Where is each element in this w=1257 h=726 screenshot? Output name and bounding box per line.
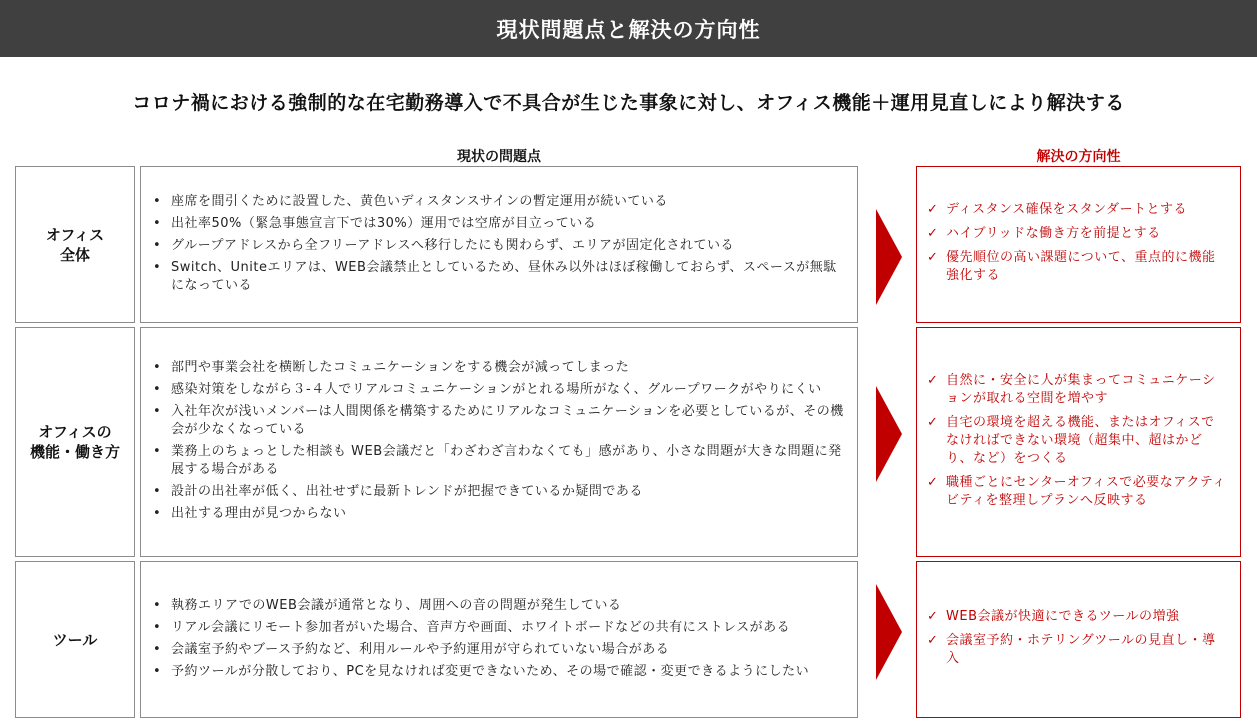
direction-list [925,605,1228,674]
check-icon: ✓ [927,633,939,648]
problem-item [149,193,847,211]
direction-text: 自然に・安全に人が集まってコミュニケーションが取れる空間を増やす [946,372,1216,406]
problems-box-office-overall [140,166,858,323]
bullet-icon: • [153,619,162,635]
problem-item [149,597,847,615]
directions-box-tools [916,561,1241,718]
category-office-function: オフィスの 機能・働き方 [15,327,135,557]
problem-item [149,381,847,399]
problem-text: グループアドレスから全フリーアドレスへ移行したにも関わらず、エリアが固定化されている [171,237,734,253]
direction-item [925,249,1228,285]
bullet-icon: • [153,193,162,209]
problem-item [149,443,847,479]
problem-list [149,191,847,299]
problem-text: 感染対策をしながら３-４人でリアルコミュニケーションがとれる場所がなく、グループワークがやりにくい [171,382,822,397]
problem-item [149,619,847,637]
problem-item [149,641,847,659]
direction-item [925,201,1228,219]
bullet-icon: • [153,444,162,459]
arrow-right-icon [876,209,902,305]
problem-item [149,237,847,255]
bullet-icon: • [153,663,162,679]
problems-column-header: 現状の問題点 [457,149,541,165]
arrow-right-icon [876,386,902,482]
problems-box-tools [140,561,858,718]
direction-text: 優先順位の高い課題について、重点的に機能強化する [946,250,1216,283]
problem-text: Switch、Uniteエリアは、WEB会議禁止としているため、昼休み以外はほぼ稼働しておらず、スペースが無駄になっている [171,259,837,293]
directions-box-office-function [916,327,1241,557]
direction-text: ハイブリッドな働き方を前提とする [946,226,1161,241]
check-icon: ✓ [927,226,939,241]
bullet-icon: • [153,360,162,375]
check-icon: ✓ [927,414,939,430]
direction-text: WEB会議が快適にできるツールの増強 [946,609,1180,624]
problem-text: 業務上のちょっとした相談も WEB会議だと「わざわざ言わなくても」感があり、小さな問題が大きな問題に発展する場合がある [171,444,842,477]
problem-item [149,215,847,233]
direction-list [925,369,1228,516]
problem-item [149,505,847,523]
problem-item [149,259,847,295]
problem-text: 座席を間引くために設置した、黄色いディスタンスサインの暫定運用が続いている [171,193,668,209]
direction-item [925,414,1228,468]
direction-text: 職種ごとにセンターオフィスで必要なアクティビティを整理しプランへ反映する [946,474,1226,508]
directions-box-office-overall [916,166,1241,323]
bullet-icon: • [153,404,162,419]
problem-item [149,359,847,377]
problem-item [149,403,847,439]
problems-box-office-function [140,327,858,557]
category-office-overall: オフィス 全体 [15,166,135,323]
bullet-icon: • [153,506,162,521]
problem-text: 入社年次が浅いメンバーは人間関係を構築するためにリアルなコミュニケーションを必要としているが、その機会が少なくなっている [171,404,844,437]
problem-item [149,483,847,501]
problem-text: リアル会議にリモート参加者がいた場合、音声方や画面、ホワイトボードなどの共有にストレスがある [171,619,791,635]
problem-text: 出社する理由が見つからない [171,506,347,521]
check-icon: ✓ [927,609,939,624]
bullet-icon: • [153,382,162,397]
direction-text: 会議室予約・ホテリングツールの見直し・導入 [946,633,1216,666]
arrow-right-icon [876,584,902,680]
bullet-icon: • [153,484,162,499]
direction-item [925,474,1228,510]
problem-text: 会議室予約やブース予約など、利用ルールや予約運用が守られていない場合がある [171,641,670,657]
problem-text: 執務エリアでのWEB会議が通常となり、周囲への音の問題が発生している [171,597,622,613]
problem-list [149,357,847,527]
header-bar [0,0,1257,57]
bullet-icon: • [153,597,162,613]
bullet-icon: • [153,215,162,231]
direction-item [925,608,1228,626]
problem-text: 予約ツールが分散しており、PCを見なければ変更できないため、その場で確認・変更できるようにしたい [171,663,810,679]
check-icon: ✓ [927,250,939,265]
check-icon: ✓ [927,202,939,217]
direction-list [925,198,1228,291]
bullet-icon: • [153,259,162,275]
problem-text: 部門や事業会社を横断したコミュニケーションをする機会が減ってしまった [171,360,630,375]
problem-text: 設計の出社率が低く、出社せずに最新トレンドが把握できているか疑問である [171,484,643,499]
direction-item [925,372,1228,408]
direction-item [925,225,1228,243]
bullet-icon: • [153,641,162,657]
directions-column-header: 解決の方向性 [1036,149,1121,165]
problem-text: 出社率50%（緊急事態宣言下では30%）運用では空席が目立っている [171,215,597,231]
problem-list [149,595,847,685]
page-title: 現状問題点と解決の方向性 [496,17,761,42]
check-icon: ✓ [927,372,939,388]
check-icon: ✓ [927,474,939,490]
category-tools: ツール [15,561,135,718]
problem-item [149,663,847,681]
direction-item [925,632,1228,668]
page-subtitle: コロナ禍における強制的な在宅勤務導入で不具合が生じた事象に対し、オフィス機能＋運用見直しにより解決する [132,92,1125,114]
direction-text: 自宅の環境を超える機能、またはオフィスでなければできない環境（超集中、超はかどり、など）をつくる [946,414,1215,466]
direction-text: ディスタンス確保をスタンダートとする [946,202,1188,217]
bullet-icon: • [153,237,162,253]
